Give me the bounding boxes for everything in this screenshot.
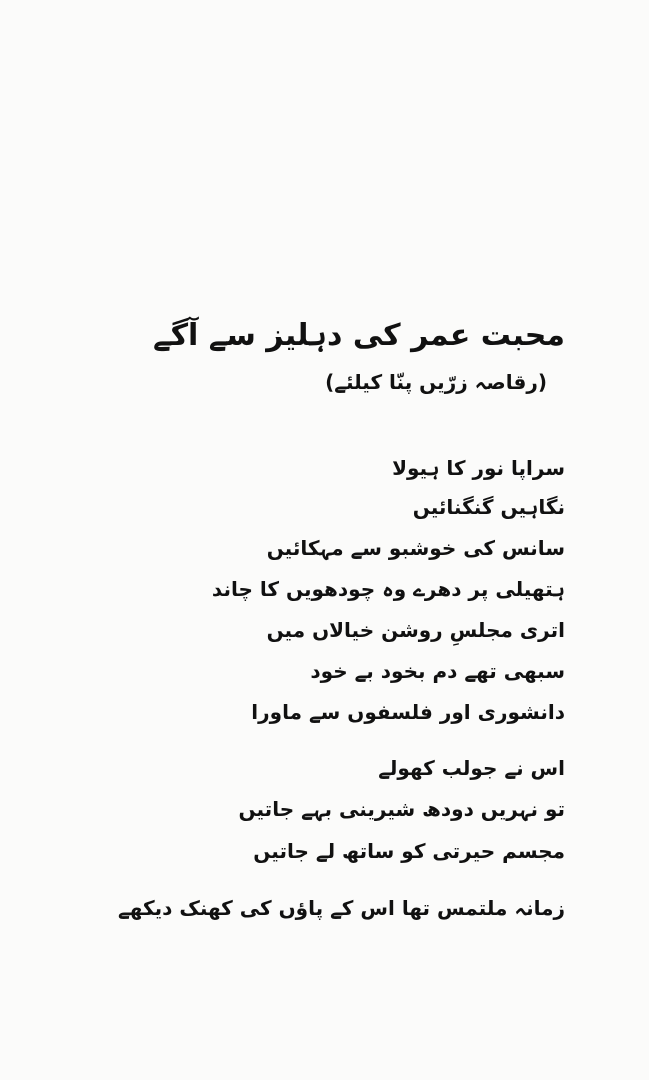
- verse-line: زمانہ ملتمس تھا اس کے پاؤں کی کھنک دیکھے: [118, 896, 565, 920]
- verse-line: تو نہریں دودھ شیرینی بہے جاتیں: [238, 797, 565, 821]
- verse-line: مجسم حیرتی کو ساتھ لے جاتیں: [253, 839, 565, 863]
- poem-dedication: (رقاصہ زرّیں پنّا کیلئے): [325, 370, 547, 394]
- poem-title: محبت عمر کی دہلیز سے آگے: [152, 318, 565, 353]
- verse-line: دانشوری اور فلسفوں سے ماورا: [251, 700, 565, 724]
- verse-line: ہتھیلی پر دھرے وہ چودھویں کا چاند: [211, 577, 565, 601]
- verse-line: سانس کی خوشبو سے مہکائیں: [266, 536, 565, 560]
- verse-line: اتری مجلسِ روشن خیالاں میں: [266, 618, 565, 642]
- verse-line: سراپا نور کا ہیولا: [392, 456, 565, 480]
- verse-line: نگاہیں گنگنائیں: [412, 495, 565, 519]
- verse-line: سبھی تھے دم بخود بے خود: [310, 659, 565, 683]
- verse-line: اس نے جولب کھولے: [378, 756, 565, 780]
